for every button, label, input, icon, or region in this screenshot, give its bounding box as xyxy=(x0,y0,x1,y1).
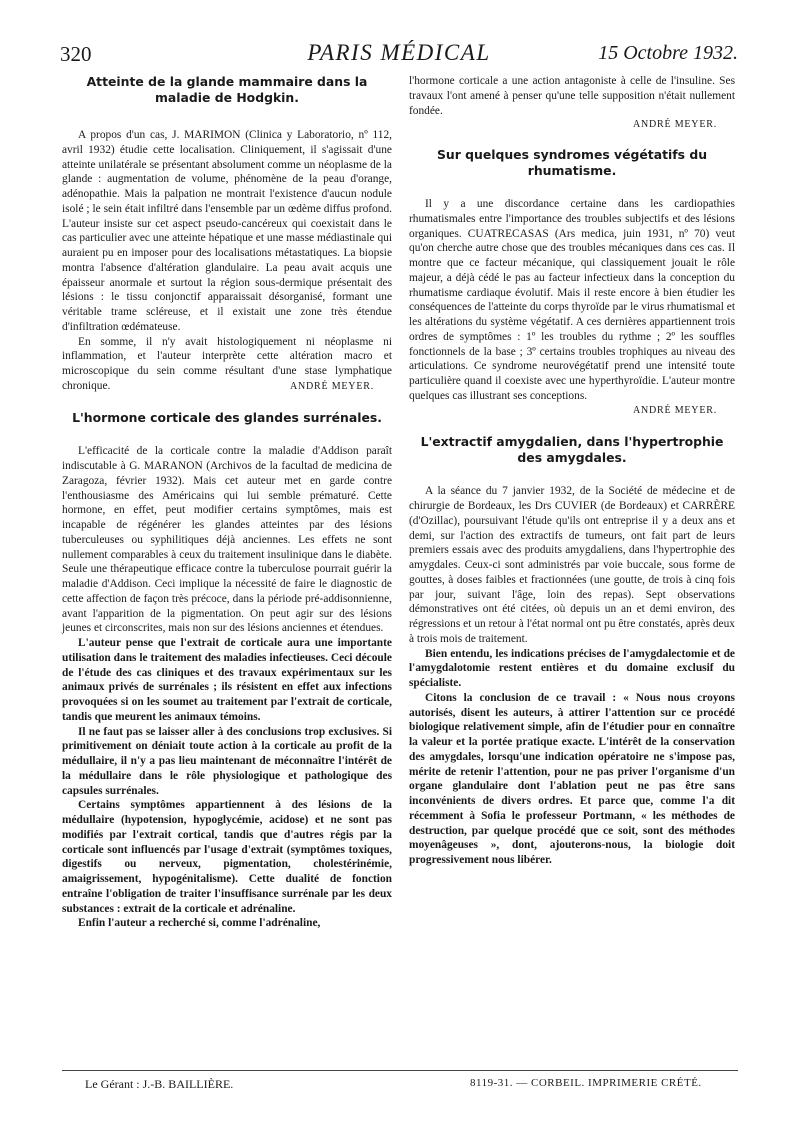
article-paragraph: L'efficacité de la corticale contre la maladie d'Addison paraît indiscutable à G. MARANON (Archivos de la facultad de medicina de Zaragoza, février 1932). Mais cet auteur met en garde contre l'enthousiasme des Américains qui lui semble prématuré. Cette hormone, en effet, peut modifier certains symptômes, mais est incapable de régénérer les glandes atteintes par des lésions tuberculeuses ou syphilitiques déjà anciennes. Les effets ne sont nullement comparables à ceux du traitement insulinique dans le diabète. Seule une thérapeutique efficace contre la tuberculose pourrait guérir la maladie d'Addison. Ceci implique la nécessité de faire le diagnostic de cette affection de façon très précoce, dans la période pré-addisonnienne, avant l'apparition de la pigmentation. On peut agir sur des lésions jeunes et circonscrites, mais non sur des lésions anciennes et étendues. xyxy=(62,445,392,635)
issue-date: 15 Octobre 1932. xyxy=(598,42,738,64)
article-paragraph: A la séance du 7 janvier 1932, de la Société de médecine et de chirurgie de Bordeaux, les Drs CUVIER (de Bordeaux) et CARRÈRE (d'Ozillac), poursuivant l'étude qu'ils ont entreprise il y a deux ans et demi, sur l'action des extractifs de tumeurs, ont fait part de leurs premiers essais avec des produits amygdaliens, dans l'hypertrophie des amygdales. Ceux-ci sont administrés par voie buccale, sous forme de gouttes, à doses faibles et fractionnées (une goutte, de trois à cinq fois par jour, suivant l'âge, loin des repas). Sept observations démonstratives ont été citées, où depuis un an et demi environ, des régressions et un retour à l'état normal ont pu être constatés, après deux à trois mois de traitement. xyxy=(409,485,735,645)
author-signature: ANDRÉ MEYER. xyxy=(289,380,374,392)
footer-printer: 8119-31. — CORBEIL. IMPRIMERIE CRÉTÉ. xyxy=(470,1077,702,1089)
article-title-amygdalien: L'extractif amygdalien, dans l'hypertrophie des amygdales. xyxy=(420,434,724,466)
right-column xyxy=(409,74,735,868)
article-paragraph: Citons la conclusion de ce travail : « Nous nous croyons autorisés, disent les auteurs, à attirer l'attention sur ce procédé biologique relativement simple, afin de l'étudier pour en connaître la valeur et la portée pratique exacte. L'intérêt de la conservation des amygdales, lorsqu'une indication opératoire ne s'impose pas, mérite de retenir l'attention, pour ne pas priver l'organisme d'un organe glandulaire dont l'ablation peut ne pas être sans inconvénients de divers ordres. Et parce que, comme l'a dit récemment à Sofia le professeur Portmann, « les méthodes de destruction, par quelque procédé que ce soit, sont des méthodes moyenâgeuses », dont, ajouterons-nous, la biologie doit progressivement nous libérer. xyxy=(409,691,735,866)
article-paragraph: Il ne faut pas se laisser aller à des conclusions trop exclusives. Si primitivement on déniait toute action à la corticale au profit de la médullaire, il n'y a pas lieu maintenant de méconnaître l'intérêt de la médullaire dans le rôle physiologique et pathologique des capsules surrénales. xyxy=(62,725,392,797)
article-title-rhumatisme: Sur quelques syndromes végétatifs du rhumatisme. xyxy=(436,147,708,178)
footer-manager: Le Gérant : J.-B. BAILLIÈRE. xyxy=(85,1077,234,1091)
article-continuation: l'hormone corticale a une action antagoniste à celle de l'insuline. Ses travaux l'ont amené à penser qu'une telle supposition n'était nullement fondée. xyxy=(409,75,735,117)
article-paragraph: Il y a une discordance certaine dans les cardiopathies rhumatismales entre l'importance des troubles subjectifs et des lésions organiques. CUATRECASAS (Ars medica, juin 1931, nº 70) veut qu'on cherche autre chose que des troubles mécaniques dans ces cas. Il montre que ce facteur mécanique, qui classiquement jouait le rôle majeur, a déjà cédé le pas au facteur infectieux dans la conception du rhumatisme cardiaque évolutif. Mais il reste encore à bien étudier les conséquences de l'atteinte du corps thyroïde par le virus rhumatismal et les altérations du système végétatif. A ces dernières appartiennent trois ordres de symptômes : 1º les troubles du rythme ; 2º les souffles fonctionnels de la base ; 3º certains troubles trophiques au niveau des articulations. Ce syndrome neurovégétatif prend une intensité toute particulière quand il coexiste avec une hyperthyroïdie. L'auteur montre quelques cas illustrant ses conceptions. xyxy=(409,198,735,402)
article-title-hodgkin: Atteinte de la glande mammaire dans la maladie de Hodgkin. xyxy=(86,74,368,105)
author-signature: ANDRÉ MEYER. xyxy=(632,404,717,416)
article-title-hormone-corticale: L'hormone corticale des glandes surrénales. xyxy=(72,410,382,426)
article-paragraph: En somme, il n'y avait histologiquement ni néoplasme ni inflammation, et l'auteur interprète cette altération macro et microscopique du sein comme résultant d'une stase lymphatique chronique. xyxy=(62,335,392,392)
article-paragraph: A propos d'un cas, J. MARIMON (Clinica y Laboratorio, nº 112, avril 1932) étudie cette localisation. Cliniquement, il s'agissait d'une atteinte unilatérale se présentant absolument comme un néoplasme de la glande : augmentation de volume, phénomène de la peau d'orange, adénopathie. Mais la palpation ne montrait l'existence d'aucun nodule isolé ; le sein était infiltré dans l'ensemble par un œdème diffus profond. L'auteur insiste sur cet aspect pseudo-cancéreux qui coexistait dans le cas particulier avec une atteinte hépatique et une masse médiastinale qui auraient pu en imposer pour des localisations métastatiques. La biopsie montra l'absence d'altération glandulaire. La peau avait acquis une épaisseur anormale et surtout la région sous-dermique présentait des lésions : le tissu conjonctif apparaissait désorganisé, formant une véritable trame scléreuse, et il existait une zone très étendue d'infiltration œdémateuse. xyxy=(62,129,392,333)
page-header xyxy=(60,40,738,70)
article-paragraph: L'auteur pense que l'extrait de corticale aura une importante utilisation dans le traitement des maladies infectieuses. Ceci découle de l'étude des cas cliniques et des travaux expérimentaux sur les animaux privés de surrénales ; ils résistent en effet aux infections provoquées si on les soumet au traitement par l'extrait de corticale, tandis que meurent les animaux témoins. xyxy=(62,637,392,723)
article-paragraph: Enfin l'auteur a recherché si, comme l'adrénaline, xyxy=(78,917,321,930)
left-column xyxy=(62,74,392,931)
article-paragraph: Certains symptômes appartiennent à des lésions de la médullaire (hypotension, hypoglycémie, acidose) et ne sont pas modifiés par l'extrait cortical, tandis que d'autres régis par la corticale sont influencés par l'usage d'extrait (symptômes toxiques, digestifs ou nerveux, pigmentation, cholestérinémie, amaigrissement, hypogénitalisme). Cette dualité de fonction entraîne l'obligation de traiter l'insuffisance surrénale par les deux substances : extrait de la corticale et adrénaline. xyxy=(62,799,392,915)
article-paragraph: Bien entendu, les indications précises de l'amygdalectomie et de l'amygdalotomie restent entières et du domaine exclusif du spécialiste. xyxy=(409,647,735,689)
page-number: 320 xyxy=(60,42,92,66)
author-signature: ANDRÉ MEYER. xyxy=(632,119,717,131)
footer-divider xyxy=(62,1070,738,1071)
journal-title: PARIS MÉDICAL xyxy=(307,40,491,65)
